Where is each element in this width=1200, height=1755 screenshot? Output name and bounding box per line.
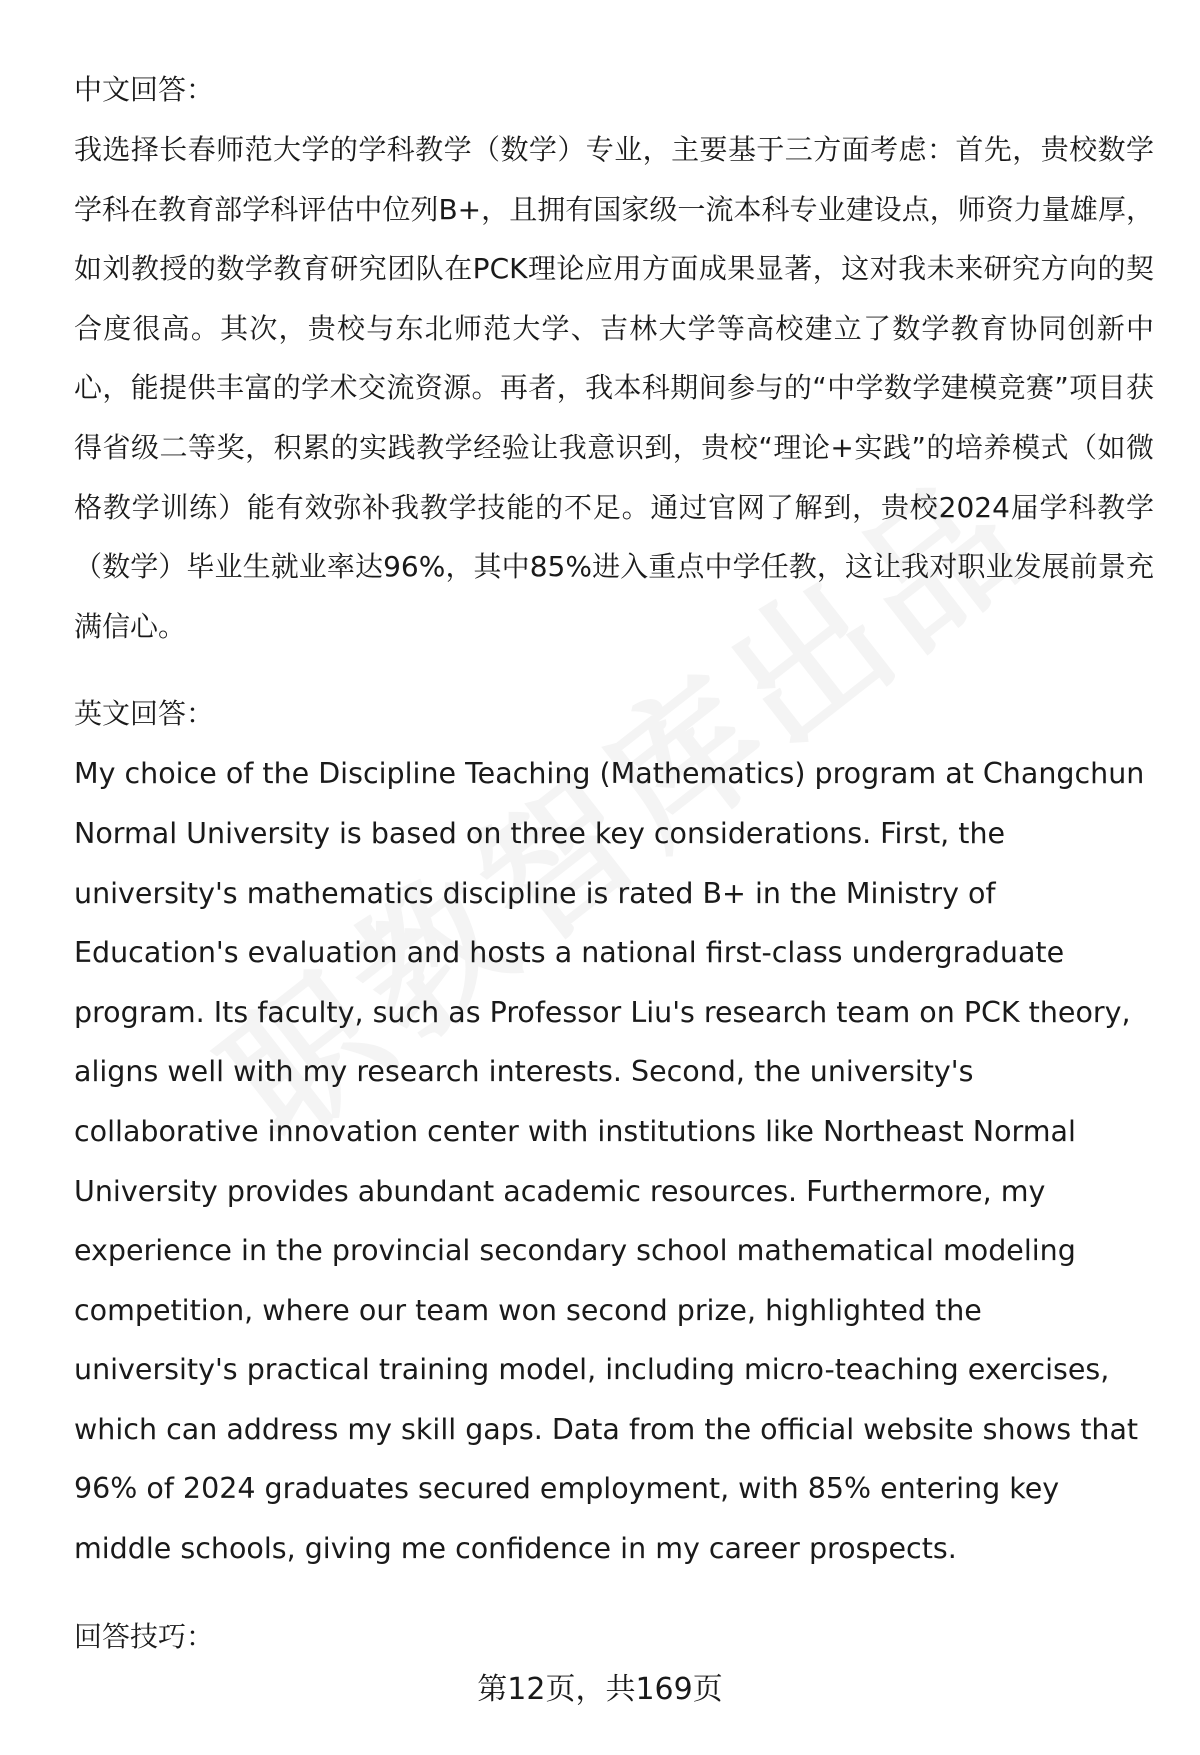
answer-tips-heading: 回答技巧： [74, 1619, 215, 1653]
page-number-footer: 第12页，共169页 [477, 1672, 723, 1707]
section-divider [74, 656, 1154, 684]
document-content [74, 60, 1154, 1667]
english-answer-section [74, 684, 1154, 1578]
chinese-answer-body: 我选择长春师范大学的学科教学（数学）专业，主要基于三方面考虑：首先，贵校数学学科在教育部学科评估中位列B+，且拥有国家级一流本科专业建设点，师资力量雄厚，如刘教授的数学教育研究团队在PCK理论应用方面成果显著，这对我未来研究方向的契合度很高。其次，贵校与东北师范大学、吉林大学等高校建立了数学教育协同创新中心，能提供丰富的学术交流资源。再者，我本科期间参与的“中学数学建模竞赛”项目获得省级二等奖，积累的实践教学经验让我意识到，贵校“理论+实践”的培养模式（如微格教学训练）能有效弥补我教学技能的不足。通过官网了解到，贵校2024届学科教学（数学）毕业生就业率达96%，其中85%进入重点中学任教，这让我对职业发展前景充满信心。 [74, 133, 1154, 643]
english-answer-heading: 英文回答： [74, 697, 215, 731]
chinese-answer-heading: 中文回答： [74, 73, 215, 106]
answer-tips-section [74, 1607, 1154, 1667]
chinese-answer-section [74, 60, 1154, 656]
english-answer-body: My choice of the Discipline Teaching (Mathematics) program at Changchun Normal University is based on three key considerations. First, the university's mathematics discipline is rated B+ in the Ministry of Education's evaluation and hosts a national first-class undergraduate program. Its faculty, such as Professor Liu's research team on PCK theory, aligns well with my research interests. Second, the university's collaborative innovation center with institutions like Northeast Normal University provides abundant academic resources. Furthermore, my experience in the provincial secondary school mathematical modeling competition, where our team won second prize, highlighted the university's practical training model, including micro-teaching exercises, which can address my skill gaps. Data from the official website shows that 96% of 2024 graduates secured employment, with 85% entering key middle schools, giving me confidence in my career prospects. [74, 757, 1145, 1566]
section-divider [74, 1579, 1154, 1607]
